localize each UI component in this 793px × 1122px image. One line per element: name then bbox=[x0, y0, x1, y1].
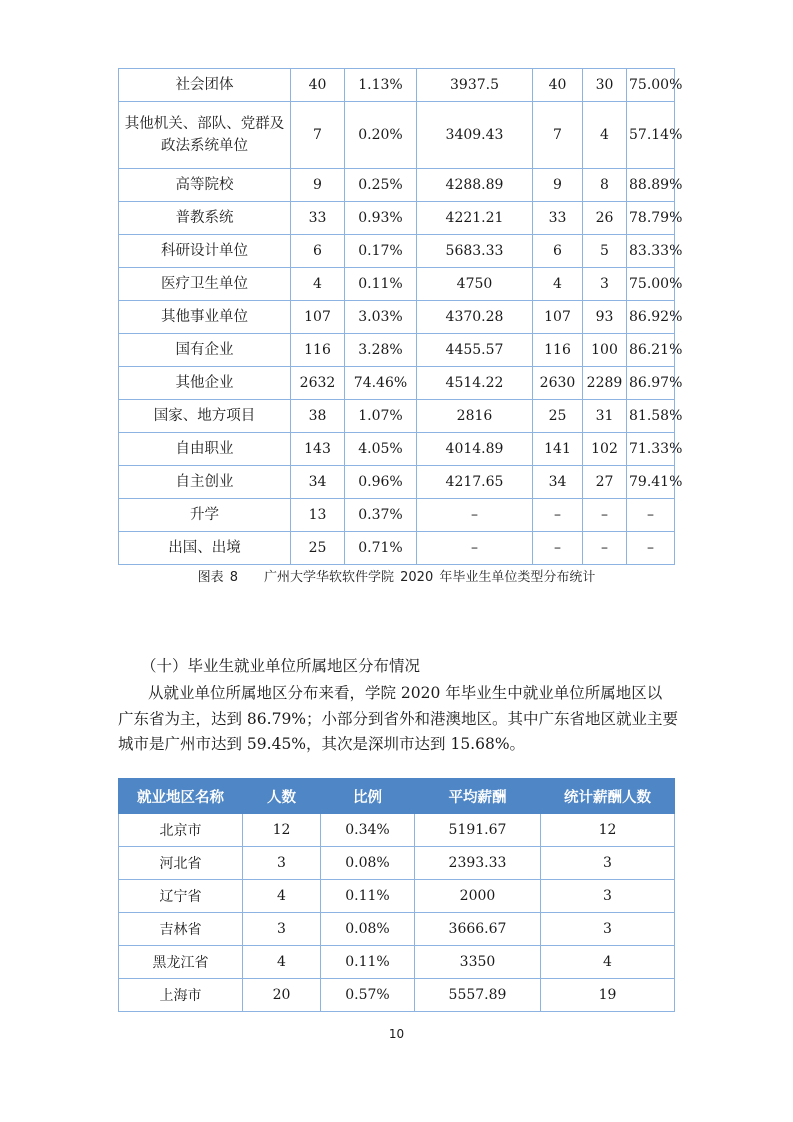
table-cell: 25 bbox=[291, 532, 345, 565]
table-cell: 81.58% bbox=[627, 400, 675, 433]
table-cell: 8 bbox=[583, 169, 627, 202]
table-cell: 93 bbox=[583, 301, 627, 334]
table-row bbox=[119, 847, 675, 880]
row-label-cell: 自由职业 bbox=[119, 433, 291, 466]
row-label-cell: 国家、地方项目 bbox=[119, 400, 291, 433]
table-cell: 4 bbox=[541, 946, 675, 979]
table-cell: 1.07% bbox=[345, 400, 417, 433]
table-cell: 79.41% bbox=[627, 466, 675, 499]
table-cell: 2289 bbox=[583, 367, 627, 400]
table-cell: 2630 bbox=[533, 367, 583, 400]
table-cell: – bbox=[533, 499, 583, 532]
table-row bbox=[119, 913, 675, 946]
table-cell: 100 bbox=[583, 334, 627, 367]
table-cell: 25 bbox=[533, 400, 583, 433]
table-cell: 3 bbox=[243, 847, 321, 880]
table-cell: 86.21% bbox=[627, 334, 675, 367]
table-cell: 9 bbox=[533, 169, 583, 202]
table-row bbox=[119, 814, 675, 847]
table-cell: 107 bbox=[291, 301, 345, 334]
table-row bbox=[119, 102, 675, 169]
header-ratio: 比例 bbox=[321, 779, 415, 814]
table-cell: 0.71% bbox=[345, 532, 417, 565]
table-row bbox=[119, 334, 675, 367]
table-row bbox=[119, 532, 675, 565]
table-cell: 4750 bbox=[417, 268, 533, 301]
table-cell: 107 bbox=[533, 301, 583, 334]
table-cell: 3 bbox=[583, 268, 627, 301]
table-cell: 19 bbox=[541, 979, 675, 1012]
table-cell: – bbox=[583, 499, 627, 532]
page-number: 10 bbox=[388, 1027, 405, 1041]
table-cell: 4.05% bbox=[345, 433, 417, 466]
table-cell: 4 bbox=[583, 102, 627, 169]
table-cell: 34 bbox=[533, 466, 583, 499]
table-cell: 33 bbox=[533, 202, 583, 235]
table-cell: 102 bbox=[583, 433, 627, 466]
table-cell: 78.79% bbox=[627, 202, 675, 235]
row-label-cell: 其他企业 bbox=[119, 367, 291, 400]
row-label-cell: 科研设计单位 bbox=[119, 235, 291, 268]
table-cell: 83.33% bbox=[627, 235, 675, 268]
header-region-name: 就业地区名称 bbox=[119, 779, 243, 814]
row-label-cell: 出国、出境 bbox=[119, 532, 291, 565]
table-cell: 2000 bbox=[415, 880, 541, 913]
table-cell: 0.96% bbox=[345, 466, 417, 499]
paragraph-line: 从就业单位所属地区分布来看，学院 2020 年毕业生中就业单位所属地区以 bbox=[148, 684, 663, 702]
table-cell: 4514.22 bbox=[417, 367, 533, 400]
table-cell: 3.28% bbox=[345, 334, 417, 367]
table-cell: – bbox=[583, 532, 627, 565]
row-label-cell: 高等院校 bbox=[119, 169, 291, 202]
table-row bbox=[119, 880, 675, 913]
row-label-cell: 社会团体 bbox=[119, 69, 291, 102]
table-cell: 3409.43 bbox=[417, 102, 533, 169]
paragraph-line: 城市是广州市达到 59.45%，其次是深圳市达到 15.68%。 bbox=[118, 735, 526, 753]
table-cell: 2816 bbox=[417, 400, 533, 433]
row-label-cell: 其他机关、部队、党群及政法系统单位 bbox=[119, 102, 291, 169]
table-cell: 2393.33 bbox=[415, 847, 541, 880]
table-row bbox=[119, 367, 675, 400]
header-salary-count: 统计薪酬人数 bbox=[541, 779, 675, 814]
paragraph-line: 广东省为主，达到 86.79%；小部分到省外和港澳地区。其中广东省地区就业主要 bbox=[118, 709, 679, 728]
table-row bbox=[119, 69, 675, 102]
table-cell: 6 bbox=[533, 235, 583, 268]
row-label-cell: 上海市 bbox=[119, 979, 243, 1012]
row-label-cell: 其他事业单位 bbox=[119, 301, 291, 334]
table-cell: 0.11% bbox=[345, 268, 417, 301]
table-cell: 4 bbox=[243, 880, 321, 913]
table-cell: 3 bbox=[243, 913, 321, 946]
table-cell: 5 bbox=[583, 235, 627, 268]
row-label-cell: 吉林省 bbox=[119, 913, 243, 946]
table-cell: 57.14% bbox=[627, 102, 675, 169]
table-cell: 4014.89 bbox=[417, 433, 533, 466]
table-cell: 116 bbox=[291, 334, 345, 367]
table-cell: 2632 bbox=[291, 367, 345, 400]
table-cell: 0.25% bbox=[345, 169, 417, 202]
table-cell: 88.89% bbox=[627, 169, 675, 202]
table-cell: 3 bbox=[541, 880, 675, 913]
table-cell: 4455.57 bbox=[417, 334, 533, 367]
table-row bbox=[119, 202, 675, 235]
table-cell: 4 bbox=[533, 268, 583, 301]
table-row bbox=[119, 979, 675, 1012]
unit-type-table-body bbox=[119, 69, 683, 565]
table-cell: 0.11% bbox=[321, 880, 415, 913]
table-cell: 12 bbox=[541, 814, 675, 847]
table-cell: 116 bbox=[533, 334, 583, 367]
table-caption: 图表 8 广州大学华软软件学院 2020 年毕业生单位类型分布统计 bbox=[197, 570, 596, 585]
table-cell: 143 bbox=[291, 433, 345, 466]
table-row bbox=[119, 946, 675, 979]
table-row bbox=[119, 235, 675, 268]
table-row bbox=[119, 268, 675, 301]
row-label-cell: 普教系统 bbox=[119, 202, 291, 235]
table-cell: 33 bbox=[291, 202, 345, 235]
table-cell: – bbox=[533, 532, 583, 565]
table-cell: 86.97% bbox=[627, 367, 675, 400]
region-table bbox=[118, 778, 675, 1012]
row-label-cell: 国有企业 bbox=[119, 334, 291, 367]
table-cell: 27 bbox=[583, 466, 627, 499]
table-cell: 4217.65 bbox=[417, 466, 533, 499]
table-cell: 7 bbox=[533, 102, 583, 169]
table-cell: – bbox=[627, 532, 675, 565]
table-cell: 13 bbox=[291, 499, 345, 532]
row-label-cell: 升学 bbox=[119, 499, 291, 532]
region-table-header-row bbox=[119, 779, 675, 814]
header-count: 人数 bbox=[243, 779, 321, 814]
table-cell: 3666.67 bbox=[415, 913, 541, 946]
table-cell: 3.03% bbox=[345, 301, 417, 334]
table-cell: 5557.89 bbox=[415, 979, 541, 1012]
section-paragraph bbox=[118, 681, 678, 758]
table-cell: – bbox=[627, 499, 675, 532]
table-cell: 7 bbox=[291, 102, 345, 169]
table-cell: 75.00% bbox=[627, 268, 675, 301]
table-cell: 6 bbox=[291, 235, 345, 268]
table-cell: 4288.89 bbox=[417, 169, 533, 202]
table-cell: 75.00% bbox=[627, 69, 675, 102]
table-cell: 74.46% bbox=[345, 367, 417, 400]
region-table-body bbox=[119, 814, 675, 1012]
row-label-cell: 黑龙江省 bbox=[119, 946, 243, 979]
table-cell: 4370.28 bbox=[417, 301, 533, 334]
table-cell: 3350 bbox=[415, 946, 541, 979]
row-label-cell: 自主创业 bbox=[119, 466, 291, 499]
row-label-cell: 辽宁省 bbox=[119, 880, 243, 913]
table-cell: 20 bbox=[243, 979, 321, 1012]
table-cell: – bbox=[417, 532, 533, 565]
table-cell: 0.93% bbox=[345, 202, 417, 235]
table-cell: 0.37% bbox=[345, 499, 417, 532]
table-cell: 5191.67 bbox=[415, 814, 541, 847]
table-cell: 0.11% bbox=[321, 946, 415, 979]
table-row bbox=[119, 301, 675, 334]
table-cell: 0.08% bbox=[321, 847, 415, 880]
row-label-cell: 医疗卫生单位 bbox=[119, 268, 291, 301]
table-row bbox=[119, 466, 675, 499]
table-cell: 34 bbox=[291, 466, 345, 499]
table-cell: 141 bbox=[533, 433, 583, 466]
row-label-cell: 河北省 bbox=[119, 847, 243, 880]
table-cell: 3 bbox=[541, 913, 675, 946]
header-avg-salary: 平均薪酬 bbox=[415, 779, 541, 814]
table-cell: 86.92% bbox=[627, 301, 675, 334]
table-cell: 4 bbox=[291, 268, 345, 301]
table-cell: 0.08% bbox=[321, 913, 415, 946]
table-cell: 1.13% bbox=[345, 69, 417, 102]
table-cell: 26 bbox=[583, 202, 627, 235]
table-row bbox=[119, 169, 675, 202]
table-cell: 30 bbox=[583, 69, 627, 102]
table-cell: 0.20% bbox=[345, 102, 417, 169]
unit-type-table bbox=[118, 68, 683, 565]
table-cell: 40 bbox=[533, 69, 583, 102]
table-cell: 12 bbox=[243, 814, 321, 847]
table-row bbox=[119, 400, 675, 433]
table-row bbox=[119, 499, 675, 532]
table-cell: 40 bbox=[291, 69, 345, 102]
table-cell: 9 bbox=[291, 169, 345, 202]
table-cell: 0.57% bbox=[321, 979, 415, 1012]
table-cell: 31 bbox=[583, 400, 627, 433]
table-cell: 3 bbox=[541, 847, 675, 880]
table-cell: 4221.21 bbox=[417, 202, 533, 235]
section-heading: （十）毕业生就业单位所属地区分布情况 bbox=[141, 657, 421, 675]
table-cell: 3937.5 bbox=[417, 69, 533, 102]
table-cell: 71.33% bbox=[627, 433, 675, 466]
table-cell: 0.34% bbox=[321, 814, 415, 847]
table-cell: 4 bbox=[243, 946, 321, 979]
row-label-cell: 北京市 bbox=[119, 814, 243, 847]
table-cell: – bbox=[417, 499, 533, 532]
table-cell: 5683.33 bbox=[417, 235, 533, 268]
table-cell: 38 bbox=[291, 400, 345, 433]
table-cell: 0.17% bbox=[345, 235, 417, 268]
table-row bbox=[119, 433, 675, 466]
